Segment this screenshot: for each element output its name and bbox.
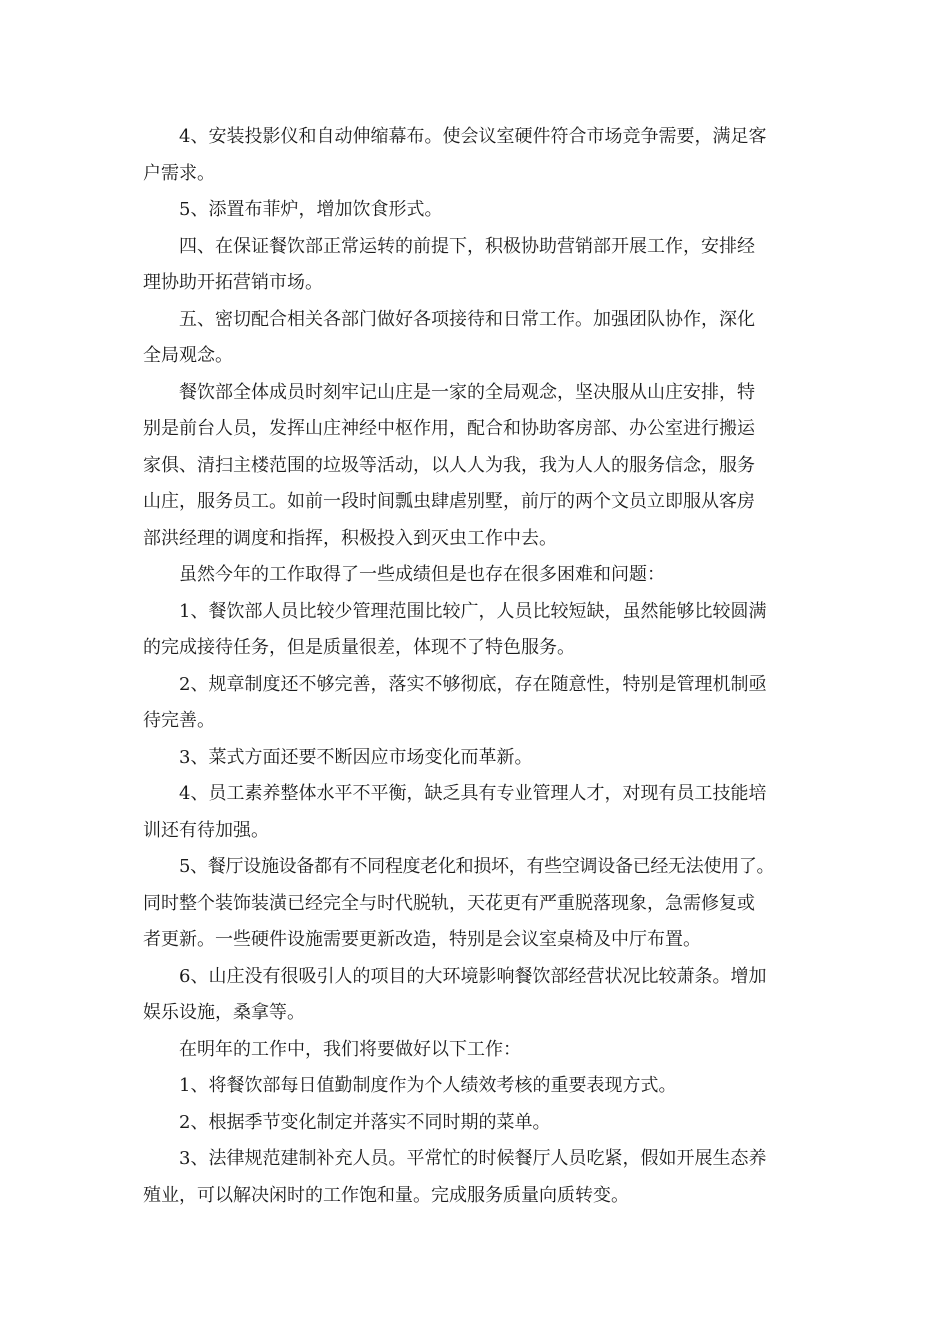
paragraph-problems-intro [143,557,823,594]
text-line: 5、餐厅设施设备都有不同程度老化和损坏，有些空调设备已经无法使用了。 [179,856,775,877]
text-line: 理协助开拓营销市场。 [143,272,323,293]
text-line: 在明年的工作中，我们将要做好以下工作： [179,1038,521,1060]
text-line: 2、根据季节变化制定并落实不同时期的菜单。 [179,1111,551,1133]
paragraph-plan-1 [143,1068,823,1105]
paragraph-problem-4 [143,776,823,849]
text-line: 5、添置布菲炉，增加饮食形式。 [179,199,443,220]
document-body [143,119,823,1214]
text-line: 虽然今年的工作取得了一些成绩但是也存在很多困难和问题： [179,564,665,585]
paragraph-problem-6 [143,959,823,1032]
text-line: 五、密切配合相关各部门做好各项接待和日常工作。加强团队协作，深化 [179,308,755,330]
paragraph-problem-5 [143,849,823,959]
text-line: 户需求。 [143,162,215,184]
text-line: 餐饮部全体成员时刻牢记山庄是一家的全局观念，坚决服从山庄安排，特 [179,381,755,403]
text-line: 殖业，可以解决闲时的工作饱和量。完成服务质量向质转变。 [143,1184,629,1206]
text-line: 同时整个装饰装潢已经完全与时代脱轨，天花更有严重脱落现象，急需修复或 [143,892,755,914]
paragraph-section-5-cooperation [143,302,823,375]
text-line: 家俱、清扫主楼范围的垃圾等活动，以人人为我，我为人人的服务信念，服务 [143,454,755,476]
paragraph-problem-1 [143,594,823,667]
text-line: 部洪经理的调度和指挥，积极投入到灭虫工作中去。 [143,527,557,549]
paragraph-item-5-buffet-stove [143,192,823,229]
paragraph-section-4-marketing [143,229,823,302]
text-line: 者更新。一些硬件设施需要更新改造，特别是会议室桌椅及中厅布置。 [143,929,701,950]
text-line: 训还有待加强。 [143,819,269,841]
paragraph-problem-2 [143,667,823,740]
text-line: 4、安装投影仪和自动伸缩幕布。使会议室硬件符合市场竞争需要，满足客 [179,126,767,147]
text-line: 四、在保证餐饮部正常运转的前提下，积极协助营销部开展工作，安排经 [179,235,755,257]
text-line: 的完成接待任务，但是质量很差，体现不了特色服务。 [143,637,575,658]
text-line: 待完善。 [143,710,215,731]
paragraph-item-4-projector [143,119,823,192]
text-line: 别是前台人员，发挥山庄神经中枢作用，配合和协助客房部、办公室进行搬运 [143,418,755,439]
text-line: 全局观念。 [143,345,233,366]
text-line: 2、规章制度还不够完善，落实不够彻底，存在随意性，特别是管理机制亟 [179,673,767,695]
text-line: 4、员工素养整体水平不平衡，缺乏具有专业管理人才，对现有员工技能培 [179,783,767,804]
text-line: 6、山庄没有很吸引人的项目的大环境影响餐饮部经营状况比较萧条。增加 [179,965,767,987]
text-line: 山庄，服务员工。如前一段时间瓢虫肆虐别墅，前厅的两个文员立即服从客房 [143,491,755,512]
paragraph-problem-3 [143,740,823,777]
paragraph-plans-intro [143,1032,823,1069]
paragraph-team-spirit [143,375,823,558]
text-line: 3、法律规范建制补充人员。平常忙的时候餐厅人员吃紧，假如开展生态养 [179,1148,767,1169]
text-line: 3、菜式方面还要不断因应市场变化而革新。 [179,746,533,768]
text-line: 1、餐饮部人员比较少管理范围比较广，人员比较短缺，虽然能够比较圆满 [179,600,767,622]
paragraph-plan-3 [143,1141,823,1214]
paragraph-plan-2 [143,1105,823,1142]
text-line: 1、将餐饮部每日值勤制度作为个人绩效考核的重要表现方式。 [179,1075,677,1096]
text-line: 娱乐设施，桑拿等。 [143,1002,305,1023]
